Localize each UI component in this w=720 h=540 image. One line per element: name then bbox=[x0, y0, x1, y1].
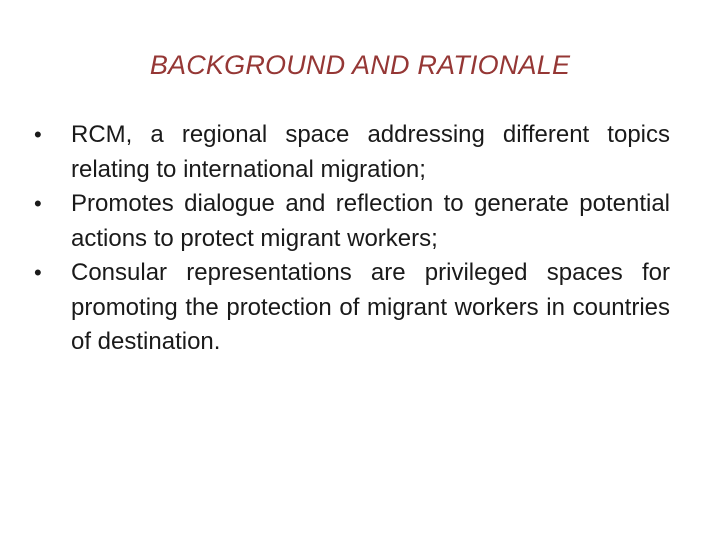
slide-title: BACKGROUND AND RATIONALE bbox=[149, 50, 571, 80]
bullet-marker: • bbox=[34, 191, 42, 216]
bullet-item bbox=[34, 187, 670, 256]
bullet-text: RCM, a regional space addressing different topics relating to international migration; bbox=[71, 121, 670, 183]
bullet-marker: • bbox=[34, 122, 42, 147]
bullet-item bbox=[34, 118, 670, 187]
bullet-text: Consular representations are privileged spaces for promoting the protection of migrant workers in countries of destination. bbox=[71, 259, 670, 355]
bullet-text: Promotes dialogue and reflection to generate potential actions to protect migrant workers; bbox=[71, 190, 670, 252]
bullet-marker: • bbox=[34, 260, 42, 285]
bullet-item bbox=[34, 256, 670, 360]
bullet-list bbox=[34, 118, 670, 360]
